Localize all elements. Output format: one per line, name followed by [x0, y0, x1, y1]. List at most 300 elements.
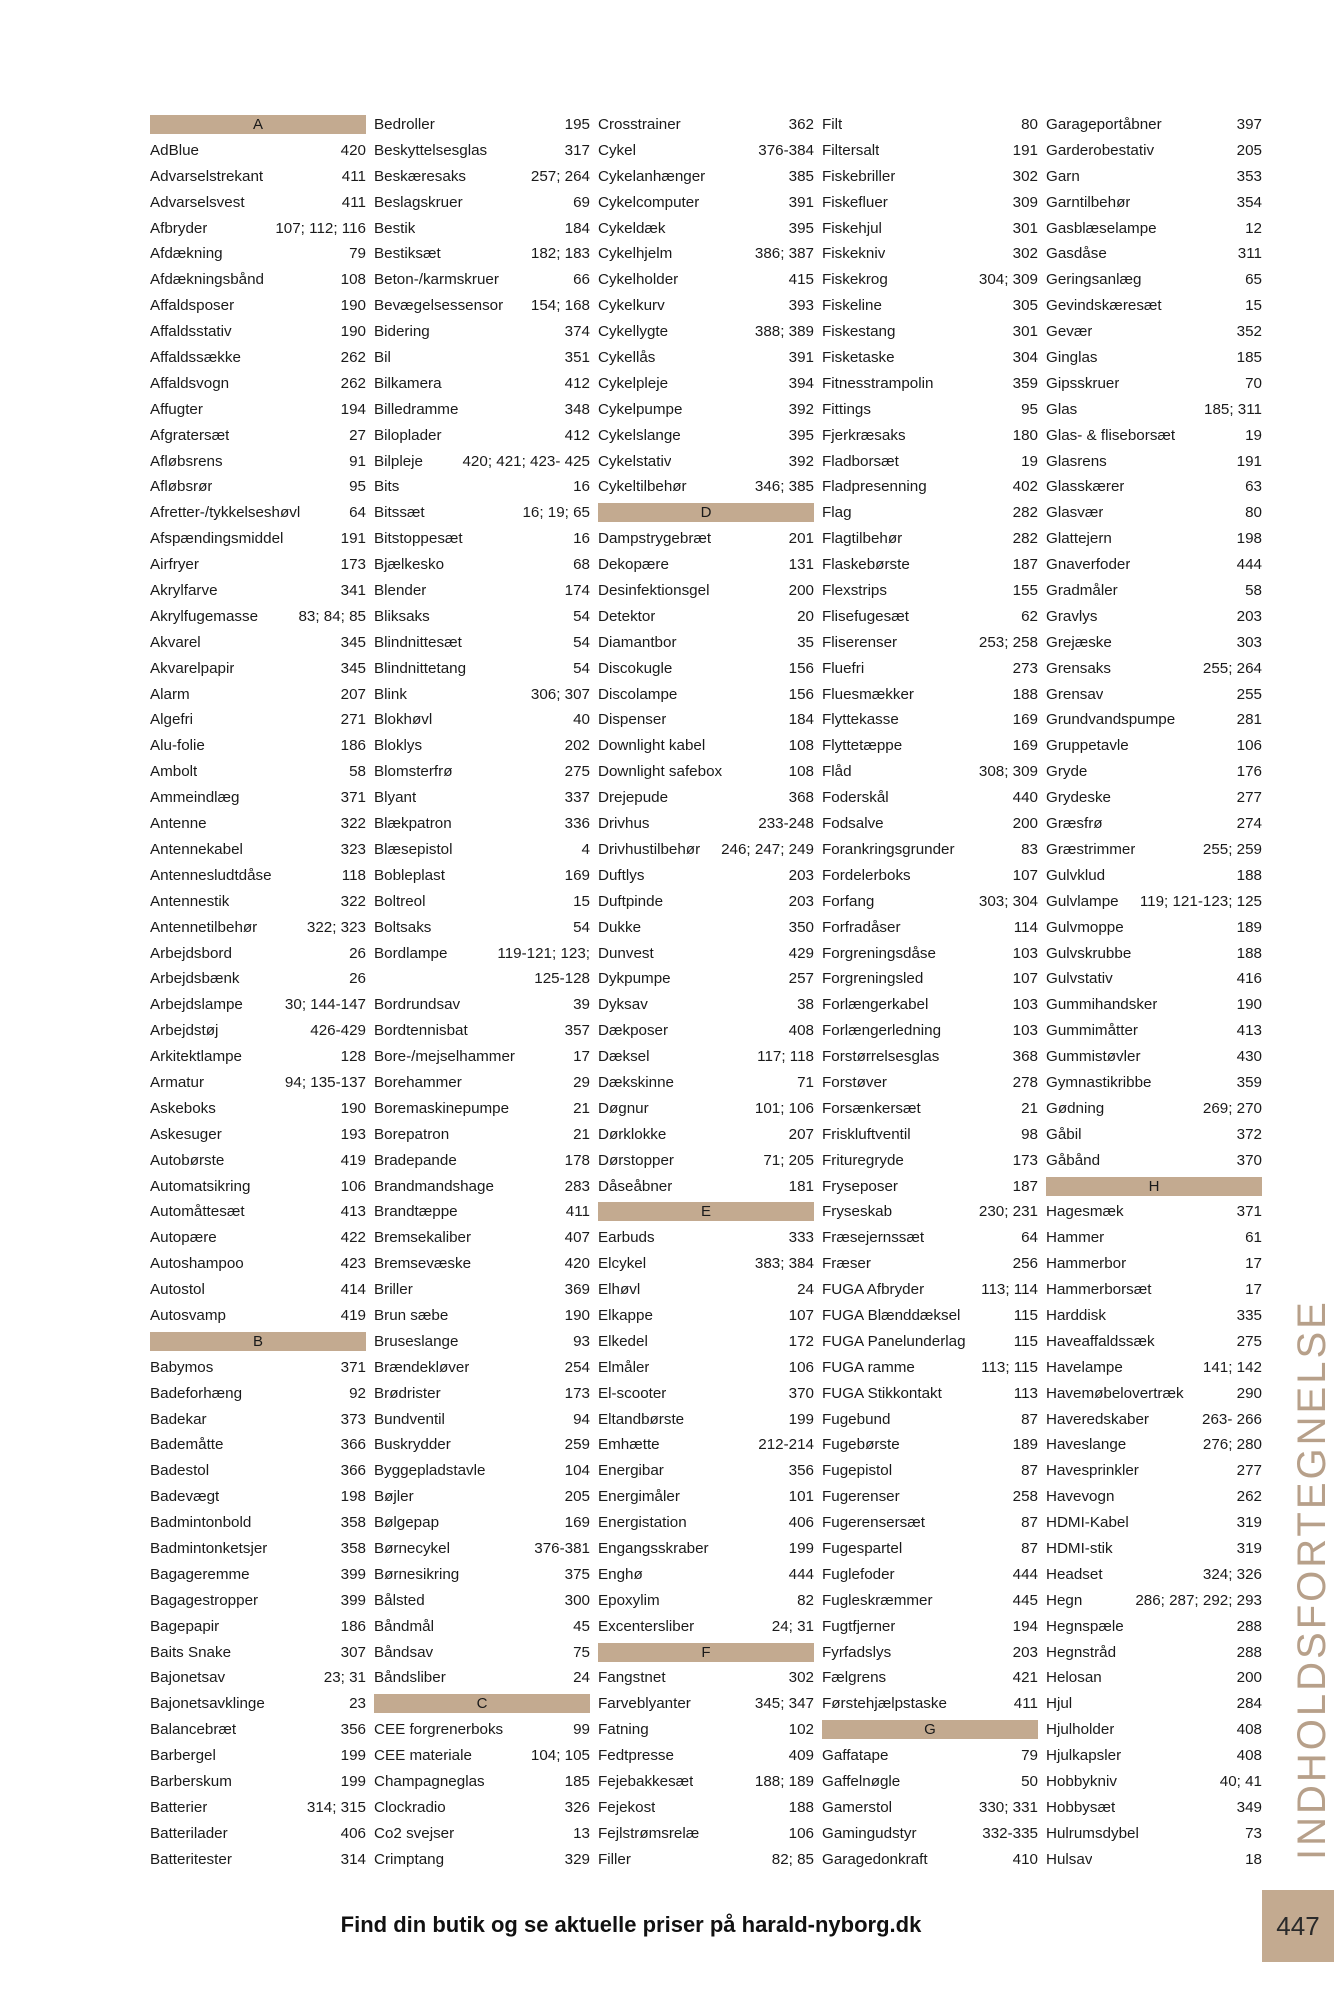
index-entry [374, 1122, 590, 1148]
index-pages: 408 [1236, 1721, 1262, 1739]
index-entry [598, 707, 814, 733]
index-pages: 444 [1236, 556, 1262, 574]
index-term: Fatning [598, 1721, 649, 1739]
index-pages: 87 [1021, 1462, 1038, 1480]
index-term: Bruseslange [374, 1332, 459, 1350]
index-pages: 68 [573, 556, 590, 574]
index-entry [598, 526, 814, 552]
index-term: Fodsalve [822, 815, 884, 833]
index-entry [598, 1225, 814, 1251]
index-entry [150, 1407, 366, 1433]
index-pages: 191 [340, 530, 366, 548]
index-term: Afspændingsmiddel [150, 530, 284, 548]
index-pages: 185 [1236, 349, 1262, 367]
index-term: Alu-folie [150, 737, 205, 755]
index-term: Fiskebriller [822, 167, 896, 185]
index-term: Batterilader [150, 1824, 228, 1842]
index-term: Båndsliber [374, 1669, 446, 1687]
index-entry [822, 1432, 1038, 1458]
index-pages: 40; 41 [1219, 1773, 1262, 1790]
index-pages: 198 [1236, 530, 1262, 548]
index-entry [822, 241, 1038, 267]
index-pages: 391 [788, 193, 814, 211]
index-pages: 101; 106 [754, 1099, 814, 1117]
index-term: Briller [374, 1281, 413, 1299]
index-pages: 353 [1236, 167, 1262, 185]
index-pages: 17 [573, 1048, 590, 1066]
index-entry [374, 397, 590, 423]
index-pages: 277 [1236, 1462, 1262, 1480]
index-term: Afretter-/tykkelseshøvl [150, 504, 301, 522]
index-entry [150, 1665, 366, 1691]
index-entry [150, 1174, 366, 1200]
index-pages: 195 [564, 116, 590, 133]
index-term: Ginglas [1046, 349, 1098, 367]
index-entry [374, 1355, 590, 1381]
index-pages: 371 [340, 789, 366, 807]
index-term: Co2 svejser [374, 1824, 455, 1842]
index-pages: 352 [1236, 323, 1262, 341]
index-pages: 54 [573, 659, 590, 677]
index-entry [150, 500, 366, 526]
index-pages: 391 [788, 349, 814, 367]
index-pages: 71 [797, 1073, 814, 1091]
index-pages: 284 [1236, 1695, 1262, 1713]
index-entry [374, 1225, 590, 1251]
index-entry [150, 1640, 366, 1666]
index-term: Bore-/mejselhammer [374, 1048, 515, 1066]
index-term: Gulvstativ [1046, 970, 1113, 988]
index-term: Akvarel [150, 633, 201, 651]
index-term: Blæsepistol [374, 840, 453, 858]
index-entry [822, 1458, 1038, 1484]
index-pages: 421 [1012, 1669, 1038, 1687]
index-pages: 314 [340, 1850, 366, 1868]
index-pages: 333 [788, 1229, 814, 1247]
index-term: Grundvandspumpe [1046, 711, 1176, 729]
index-pages: 203 [1012, 1643, 1038, 1661]
index-pages: 407 [564, 1229, 590, 1247]
index-pages: 349 [1236, 1798, 1262, 1816]
index-pages: 189 [1236, 918, 1262, 936]
index-entry [822, 992, 1038, 1018]
index-entry [150, 474, 366, 500]
index-entry [598, 1381, 814, 1407]
index-term: Græstrimmer [1046, 840, 1136, 858]
index-entry [598, 241, 814, 267]
index-entry [374, 500, 590, 526]
index-entry [374, 1484, 590, 1510]
index-term: Fjerkræsaks [822, 426, 906, 444]
index-term: Forgreningsled [822, 970, 924, 988]
index-term: Antenne [150, 815, 207, 833]
index-pages: 198 [340, 1488, 366, 1506]
index-pages: 107 [1012, 866, 1038, 884]
index-pages: 413 [340, 1203, 366, 1221]
index-term: CEE forgrenerboks [374, 1721, 504, 1739]
index-term: Glas [1046, 400, 1078, 418]
index-term: Badevægt [150, 1488, 220, 1506]
index-entry [150, 1303, 366, 1329]
index-pages: 326 [564, 1798, 590, 1816]
index-entry [1046, 733, 1262, 759]
index-entry [150, 707, 366, 733]
index-entry [822, 1329, 1038, 1355]
index-pages: 350 [788, 918, 814, 936]
index-pages: 24; 31 [771, 1617, 814, 1635]
index-entry [598, 1329, 814, 1355]
index-term: Forstørrelsesglas [822, 1048, 940, 1066]
index-term: Fejekost [598, 1798, 656, 1816]
index-pages: 173 [1012, 1151, 1038, 1169]
index-pages: 35 [797, 633, 814, 651]
index-term: Dampstrygebræt [598, 530, 712, 548]
index-pages: 186 [340, 737, 366, 755]
index-term: Cykelcomputer [598, 193, 700, 211]
index-pages: 332-335 [982, 1824, 1038, 1842]
index-term: Gruppetavle [1046, 737, 1129, 755]
index-entry [150, 1018, 366, 1044]
index-pages: 304 [1012, 349, 1038, 367]
index-entry [150, 1277, 366, 1303]
index-term: Gåbånd [1046, 1151, 1101, 1169]
index-term: Beslagskruer [374, 193, 463, 211]
index-entry [374, 759, 590, 785]
index-entry [822, 371, 1038, 397]
index-term: Grydeske [1046, 789, 1111, 807]
index-entry [822, 1148, 1038, 1174]
index-pages: 256 [1012, 1255, 1038, 1273]
index-pages: 118 [341, 866, 366, 884]
index-entry [822, 216, 1038, 242]
index-pages: 412 [564, 426, 590, 444]
index-term: Glasvær [1046, 504, 1104, 522]
index-pages: 385 [788, 167, 814, 185]
index-pages: 82; 85 [771, 1850, 814, 1868]
index-pages: 376-384 [758, 141, 814, 159]
index-entry [1046, 1743, 1262, 1769]
index-entry [1046, 811, 1262, 837]
index-term: Cykellås [598, 349, 656, 367]
index-pages: 322; 323 [306, 918, 366, 936]
index-pages: 300 [564, 1591, 590, 1609]
index-pages: 286; 287; 292; 293 [1135, 1591, 1262, 1609]
index-entry [1046, 1510, 1262, 1536]
index-entry [822, 1847, 1038, 1873]
index-entry [822, 811, 1038, 837]
index-pages: 372 [1236, 1125, 1262, 1143]
index-entry [1046, 992, 1262, 1018]
index-term: Fliserenser [822, 633, 898, 651]
index-pages: 359 [1012, 374, 1038, 392]
index-pages: 302 [1012, 167, 1038, 185]
index-term: Bidering [374, 323, 430, 341]
index-entry [150, 656, 366, 682]
index-term: Beskyttelsesglas [374, 141, 488, 159]
index-pages: 82 [797, 1591, 814, 1609]
index-term: Beton-/karmskruer [374, 271, 499, 289]
index-term: HDMI-stik [1046, 1539, 1113, 1557]
index-pages: 62 [1021, 607, 1038, 625]
index-entry [822, 293, 1038, 319]
index-entry [150, 1847, 366, 1873]
index-term: Havelampe [1046, 1358, 1123, 1376]
index-entry [374, 216, 590, 242]
index-entry [150, 1225, 366, 1251]
index-entry [1046, 656, 1262, 682]
index-entry [598, 863, 814, 889]
index-term: Clockradio [374, 1798, 446, 1816]
index-pages: 19 [1245, 426, 1262, 444]
index-entry [374, 1407, 590, 1433]
index-entry [598, 1122, 814, 1148]
index-term: Fangstnet [598, 1669, 666, 1687]
index-pages: 288 [1236, 1617, 1262, 1635]
index-term: Gradmåler [1046, 582, 1118, 600]
index-pages: 419 [340, 1151, 366, 1169]
index-entry [374, 1588, 590, 1614]
index-term: Fladpresenning [822, 478, 927, 496]
index-term: Gåbil [1046, 1125, 1082, 1143]
index-term: Enghø [598, 1565, 643, 1583]
index-pages: 18 [1245, 1850, 1262, 1868]
index-entry [822, 1225, 1038, 1251]
index-pages: 54 [573, 607, 590, 625]
index-entry [150, 164, 366, 190]
index-entry [374, 293, 590, 319]
index-pages: 193 [340, 1125, 366, 1143]
index-entry [598, 630, 814, 656]
index-pages: 17 [1245, 1281, 1262, 1299]
index-entry [374, 941, 590, 967]
index-entry [150, 397, 366, 423]
index-pages: 155 [1012, 582, 1038, 600]
index-pages: 83; 84; 85 [298, 607, 366, 625]
index-pages: 119; 121-123; 125 [1139, 892, 1262, 910]
index-pages: 356 [788, 1462, 814, 1480]
index-pages: 311 [1237, 245, 1262, 263]
index-pages: 50 [1021, 1773, 1038, 1790]
index-term: Bagepapir [150, 1617, 220, 1635]
index-term: Cykelstativ [598, 452, 672, 470]
index-term: Dækskinne [598, 1073, 674, 1091]
index-entry [822, 785, 1038, 811]
index-term: Haveredskaber [1046, 1410, 1149, 1428]
index-pages: 371 [1236, 1203, 1262, 1221]
index-entry [598, 1717, 814, 1743]
index-pages: 376-381 [534, 1539, 590, 1557]
index-entry [598, 811, 814, 837]
index-pages: 26 [349, 944, 366, 962]
index-entry [598, 759, 814, 785]
index-entry [374, 1148, 590, 1174]
index-entry [1046, 1769, 1262, 1795]
index-entry [374, 1277, 590, 1303]
index-term: Gødning [1046, 1099, 1105, 1117]
index-term: Ammeindlæg [150, 789, 240, 807]
footer-tagline: Find din butik og se aktuelle priser på harald-nyborg.dk [340, 1912, 922, 1937]
index-pages: 345 [340, 659, 366, 677]
letter-header: B [150, 1332, 366, 1351]
index-term: Hammerbor [1046, 1255, 1127, 1273]
index-entry [1046, 1251, 1262, 1277]
index-pages: 23 [349, 1695, 366, 1713]
index-entry [374, 552, 590, 578]
index-term: Garn [1046, 167, 1080, 185]
index-entry [150, 138, 366, 164]
index-pages: 359 [1236, 1073, 1262, 1091]
index-entry [822, 1484, 1038, 1510]
index-term: Dunvest [598, 944, 654, 962]
index-pages: 188 [788, 1798, 814, 1816]
index-term: Gevær [1046, 323, 1093, 341]
index-pages: 274 [1236, 815, 1262, 833]
index-pages: 408 [1236, 1747, 1262, 1765]
index-entry [598, 164, 814, 190]
index-entry [1046, 1018, 1262, 1044]
index-pages: 336 [564, 815, 590, 833]
index-pages: 184 [788, 711, 814, 729]
index-entry [150, 578, 366, 604]
index-entry [374, 656, 590, 682]
index-entry [374, 138, 590, 164]
index-entry [374, 992, 590, 1018]
index-entry [598, 1614, 814, 1640]
index-entry [822, 837, 1038, 863]
index-pages: 371 [340, 1358, 366, 1376]
index-entry [1046, 1070, 1262, 1096]
index-term: Haveaffaldssæk [1046, 1332, 1155, 1350]
index-pages: 409 [788, 1747, 814, 1765]
index-term: CEE materiale [374, 1747, 472, 1765]
index-term: Akrylfugemasse [150, 607, 259, 625]
index-pages: 368 [788, 789, 814, 807]
index-entry [822, 1743, 1038, 1769]
index-entry [1046, 267, 1262, 293]
index-pages: 21 [1021, 1099, 1038, 1117]
index-term: Affugter [150, 400, 203, 418]
index-pages: 386; 387 [754, 245, 814, 263]
index-entry [1046, 345, 1262, 371]
index-pages: 181 [788, 1177, 814, 1195]
index-entry [822, 1536, 1038, 1562]
index-term: Foderskål [822, 789, 889, 807]
index-pages: 411 [341, 167, 366, 185]
index-term: Farveblyanter [598, 1695, 691, 1713]
index-entry [822, 190, 1038, 216]
index-pages: 422 [340, 1229, 366, 1247]
index-entry [150, 785, 366, 811]
index-entry [1046, 319, 1262, 345]
index-pages: 412 [564, 374, 590, 392]
index-pages: 64 [1021, 1229, 1038, 1247]
index-pages: 172 [788, 1332, 814, 1350]
index-term: Energistation [598, 1514, 687, 1532]
index-pages: 58 [349, 763, 366, 781]
index-term: Dekopære [598, 556, 669, 574]
index-entry [822, 604, 1038, 630]
index-term: Arbejdslampe [150, 996, 243, 1014]
letter-header: A [150, 115, 366, 134]
index-entry [374, 1795, 590, 1821]
index-pages: 12 [1245, 219, 1262, 237]
index-term: Bitssæt [374, 504, 425, 522]
sidebar-title: INDHOLDSFORTEGNELSE [1290, 1299, 1334, 1860]
index-term: Bajonetsavklinge [150, 1695, 265, 1713]
index-pages: 169 [564, 866, 590, 884]
index-entry [1046, 1847, 1262, 1873]
index-pages: 106 [788, 1358, 814, 1376]
index-term: El-scooter [598, 1384, 667, 1402]
index-column [1046, 112, 1262, 1873]
index-entry [374, 190, 590, 216]
index-term: Græsfrø [1046, 815, 1103, 833]
index-term: Grejæske [1046, 633, 1112, 651]
index-entry [598, 1743, 814, 1769]
index-pages: 255 [1236, 685, 1262, 703]
index-term: Cykellygte [598, 323, 669, 341]
index-pages: 254 [564, 1358, 590, 1376]
index-pages: 406 [340, 1824, 366, 1842]
index-pages: 411 [341, 193, 366, 211]
index-pages: 95 [349, 478, 366, 496]
index-pages: 19 [1021, 452, 1038, 470]
page-number: 447 [1262, 1890, 1334, 1962]
index-term: Fuglefoder [822, 1565, 895, 1583]
index-pages: 188 [1012, 685, 1038, 703]
index-entry [150, 682, 366, 708]
index-term: Affaldsposer [150, 297, 235, 315]
index-pages: 202 [564, 737, 590, 755]
index-pages: 178 [564, 1151, 590, 1169]
index-entry [1046, 604, 1262, 630]
index-entry [150, 371, 366, 397]
index-term: Bøjler [374, 1488, 414, 1506]
index-entry [1046, 423, 1262, 449]
index-term: Bobleplast [374, 866, 445, 884]
index-term: Bestik [374, 219, 416, 237]
index-pages: 259 [564, 1436, 590, 1454]
index-entry [1046, 1407, 1262, 1433]
index-pages: 115 [1013, 1332, 1038, 1350]
index-pages: 302 [1012, 245, 1038, 263]
index-entry [150, 915, 366, 941]
index-pages: 107; 112; 116 [275, 219, 366, 237]
index-term: Hammerborsæt [1046, 1281, 1152, 1299]
index-entry [374, 578, 590, 604]
index-entry [598, 889, 814, 915]
index-term: Båndmål [374, 1617, 434, 1635]
index-pages: 92 [349, 1384, 366, 1402]
index-term: Affaldsstativ [150, 323, 232, 341]
index-entry [1046, 966, 1262, 992]
index-pages: 348 [564, 400, 590, 418]
index-pages: 131 [788, 556, 814, 574]
index-pages: 345 [340, 633, 366, 651]
index-term: Bradepande [374, 1151, 457, 1169]
index-term: Bajonetsav [150, 1669, 226, 1687]
index-entry [150, 1614, 366, 1640]
index-entry [598, 449, 814, 475]
index-entry [374, 966, 590, 992]
index-term: Gulvmoppe [1046, 918, 1124, 936]
index-pages: 106 [340, 1177, 366, 1195]
index-term: Hobbysæt [1046, 1798, 1116, 1816]
index-entry [374, 474, 590, 500]
index-entry [374, 112, 590, 138]
index-pages: 119-121; 123; [497, 944, 590, 962]
index-entry [598, 474, 814, 500]
